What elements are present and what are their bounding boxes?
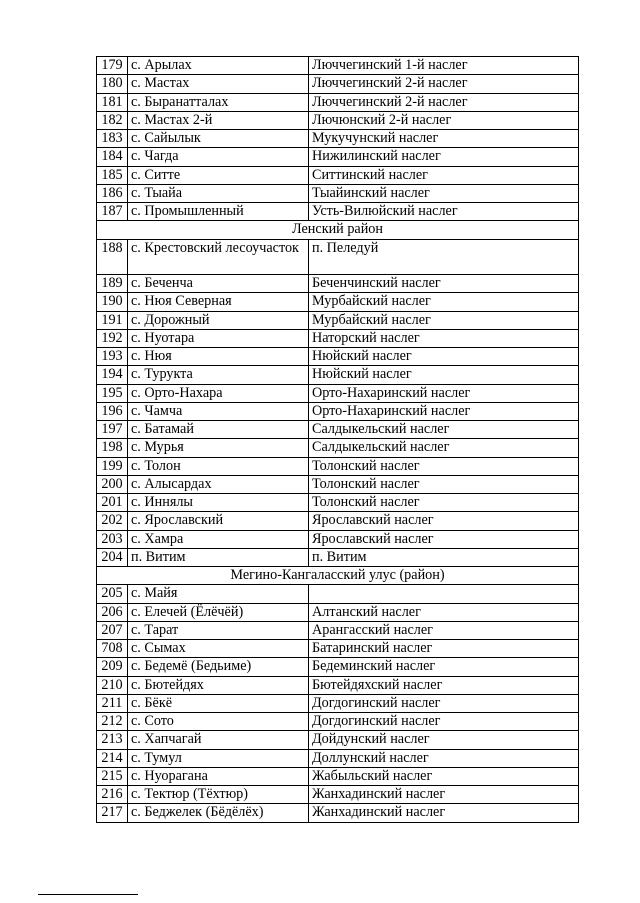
nasleg-cell: Люччегинский 2-й наслег xyxy=(309,75,579,93)
row-number: 182 xyxy=(97,111,128,129)
settlement-cell: с. Мастах xyxy=(128,75,309,93)
settlement-cell: с. Дорожный xyxy=(128,311,309,329)
table-row xyxy=(97,93,579,111)
nasleg-cell: Люччегинский 2-й наслег xyxy=(309,93,579,111)
table-row xyxy=(97,439,579,457)
settlement-cell: с. Иннялы xyxy=(128,494,309,512)
section-header-row xyxy=(97,567,579,585)
settlements-table-body xyxy=(97,57,579,823)
section-title: Ленский район xyxy=(97,221,579,239)
settlement-cell: с. Тектюр (Тёхтюр) xyxy=(128,786,309,804)
table-row xyxy=(97,329,579,347)
settlement-cell: с. Бедемё (Бедьиме) xyxy=(128,658,309,676)
settlement-cell: с. Сото xyxy=(128,713,309,731)
table-row xyxy=(97,130,579,148)
nasleg-cell: Арангасский наслег xyxy=(309,621,579,639)
table-row xyxy=(97,384,579,402)
section-title: Мегино-Кангаласский улус (район) xyxy=(97,567,579,585)
nasleg-cell: Мурбайский наслег xyxy=(309,311,579,329)
nasleg-cell: п. Витим xyxy=(309,548,579,566)
settlement-cell: с. Елечей (Ёлёчёй) xyxy=(128,603,309,621)
row-number: 193 xyxy=(97,348,128,366)
nasleg-cell: Толонский наслег xyxy=(309,494,579,512)
row-number: 217 xyxy=(97,804,128,822)
row-number: 215 xyxy=(97,767,128,785)
row-number: 181 xyxy=(97,93,128,111)
settlement-cell: с. Толон xyxy=(128,457,309,475)
nasleg-cell: Нюйский наслег xyxy=(309,348,579,366)
row-number: 216 xyxy=(97,786,128,804)
settlement-cell: с. Чамча xyxy=(128,402,309,420)
row-number: 197 xyxy=(97,421,128,439)
settlement-cell: с. Хапчагай xyxy=(128,731,309,749)
table-row xyxy=(97,166,579,184)
settlement-cell: с. Крестовский лесоучасток xyxy=(128,239,309,275)
nasleg-cell: Жанхадинский наслег xyxy=(309,804,579,822)
table-row xyxy=(97,293,579,311)
table-row xyxy=(97,603,579,621)
nasleg-cell: п. Пеледуй xyxy=(309,239,579,275)
nasleg-cell: Жабыльский наслег xyxy=(309,767,579,785)
table-row xyxy=(97,475,579,493)
nasleg-cell: Тыайинский наслег xyxy=(309,184,579,202)
settlement-cell: с. Тыайа xyxy=(128,184,309,202)
settlement-cell: с. Чагда xyxy=(128,148,309,166)
row-number: 185 xyxy=(97,166,128,184)
settlement-cell: с. Беченча xyxy=(128,275,309,293)
nasleg-cell: Нюйский наслег xyxy=(309,366,579,384)
table-row xyxy=(97,203,579,221)
table-row xyxy=(97,640,579,658)
row-number: 184 xyxy=(97,148,128,166)
section-header-row xyxy=(97,221,579,239)
table-row xyxy=(97,658,579,676)
settlement-cell: с. Тумул xyxy=(128,749,309,767)
row-number: 198 xyxy=(97,439,128,457)
table-row xyxy=(97,75,579,93)
nasleg-cell: Толонский наслег xyxy=(309,457,579,475)
nasleg-cell: Батаринский наслег xyxy=(309,640,579,658)
settlement-cell: с. Батамай xyxy=(128,421,309,439)
row-number: 189 xyxy=(97,275,128,293)
table-row xyxy=(97,548,579,566)
nasleg-cell: Дойдунский наслег xyxy=(309,731,579,749)
table-row xyxy=(97,676,579,694)
row-number: 183 xyxy=(97,130,128,148)
nasleg-cell: Орто-Нахаринский наслег xyxy=(309,402,579,420)
table-row xyxy=(97,311,579,329)
table-row xyxy=(97,585,579,603)
nasleg-cell: Лючюнский 2-й наслег xyxy=(309,111,579,129)
row-number: 180 xyxy=(97,75,128,93)
settlement-cell: с. Майя xyxy=(128,585,309,603)
row-number: 207 xyxy=(97,621,128,639)
nasleg-cell: Доллунский наслег xyxy=(309,749,579,767)
table-row xyxy=(97,421,579,439)
settlement-cell: с. Нуотара xyxy=(128,329,309,347)
footnote-separator-line xyxy=(38,894,138,895)
table-row xyxy=(97,786,579,804)
nasleg-cell: Ярославский наслег xyxy=(309,512,579,530)
settlement-cell: с. Турукта xyxy=(128,366,309,384)
table-row xyxy=(97,512,579,530)
row-number: 190 xyxy=(97,293,128,311)
table-row xyxy=(97,239,579,275)
table-row xyxy=(97,366,579,384)
table-row xyxy=(97,275,579,293)
row-number: 204 xyxy=(97,548,128,566)
table-row xyxy=(97,804,579,822)
nasleg-cell: Ярославский наслег xyxy=(309,530,579,548)
row-number: 203 xyxy=(97,530,128,548)
row-number: 214 xyxy=(97,749,128,767)
row-number: 213 xyxy=(97,731,128,749)
row-number: 205 xyxy=(97,585,128,603)
settlement-cell: с. Орто-Нахара xyxy=(128,384,309,402)
row-number: 186 xyxy=(97,184,128,202)
settlement-cell: с. Ярославский xyxy=(128,512,309,530)
settlement-cell: с. Ситте xyxy=(128,166,309,184)
row-number: 194 xyxy=(97,366,128,384)
nasleg-cell: Бедеминский наслег xyxy=(309,658,579,676)
settlement-cell: с. Нуорагана xyxy=(128,767,309,785)
table-row xyxy=(97,57,579,75)
table-row xyxy=(97,621,579,639)
settlement-cell: с. Алысардах xyxy=(128,475,309,493)
row-number: 209 xyxy=(97,658,128,676)
nasleg-cell: Беченчинский наслег xyxy=(309,275,579,293)
settlements-table xyxy=(96,56,579,823)
nasleg-cell: Салдыкельский наслег xyxy=(309,439,579,457)
settlement-cell: с. Сайылык xyxy=(128,130,309,148)
row-number: 187 xyxy=(97,203,128,221)
nasleg-cell: Мурбайский наслег xyxy=(309,293,579,311)
table-row xyxy=(97,402,579,420)
nasleg-cell: Наторский наслег xyxy=(309,329,579,347)
row-number: 196 xyxy=(97,402,128,420)
row-number: 211 xyxy=(97,694,128,712)
settlement-cell: с. Мурья xyxy=(128,439,309,457)
settlement-cell: п. Витим xyxy=(128,548,309,566)
settlement-cell: с. Промышленный xyxy=(128,203,309,221)
table-row xyxy=(97,494,579,512)
row-number: 195 xyxy=(97,384,128,402)
settlement-cell: с. Нюя Северная xyxy=(128,293,309,311)
row-number: 212 xyxy=(97,713,128,731)
table-row xyxy=(97,348,579,366)
settlement-cell: с. Арылах xyxy=(128,57,309,75)
table-row xyxy=(97,694,579,712)
settlement-cell: с. Беджелек (Бёдёлёх) xyxy=(128,804,309,822)
row-number: 206 xyxy=(97,603,128,621)
table-row xyxy=(97,767,579,785)
nasleg-cell: Толонский наслег xyxy=(309,475,579,493)
settlement-cell: с. Сымах xyxy=(128,640,309,658)
nasleg-cell: Усть-Вилюйский наслег xyxy=(309,203,579,221)
table-row xyxy=(97,530,579,548)
nasleg-cell: Догдогинский наслег xyxy=(309,694,579,712)
settlement-cell: с. Нюя xyxy=(128,348,309,366)
settlement-cell: с. Мастах 2-й xyxy=(128,111,309,129)
nasleg-cell xyxy=(309,585,579,603)
table-row xyxy=(97,184,579,202)
nasleg-cell: Догдогинский наслег xyxy=(309,713,579,731)
settlement-cell: с. Бёкё xyxy=(128,694,309,712)
nasleg-cell: Алтанский наслег xyxy=(309,603,579,621)
table-row xyxy=(97,731,579,749)
table-row xyxy=(97,749,579,767)
nasleg-cell: Жанхадинский наслег xyxy=(309,786,579,804)
settlement-cell: с. Тарат xyxy=(128,621,309,639)
nasleg-cell: Салдыкельский наслег xyxy=(309,421,579,439)
row-number: 708 xyxy=(97,640,128,658)
row-number: 201 xyxy=(97,494,128,512)
table-row xyxy=(97,148,579,166)
row-number: 188 xyxy=(97,239,128,275)
nasleg-cell: Бютейдяхский наслег xyxy=(309,676,579,694)
row-number: 192 xyxy=(97,329,128,347)
row-number: 191 xyxy=(97,311,128,329)
table-row xyxy=(97,457,579,475)
settlement-cell: с. Бютейдях xyxy=(128,676,309,694)
settlement-cell: с. Быранатталах xyxy=(128,93,309,111)
nasleg-cell: Нижилинский наслег xyxy=(309,148,579,166)
nasleg-cell: Люччегинский 1-й наслег xyxy=(309,57,579,75)
row-number: 199 xyxy=(97,457,128,475)
nasleg-cell: Мукучунский наслег xyxy=(309,130,579,148)
row-number: 202 xyxy=(97,512,128,530)
row-number: 200 xyxy=(97,475,128,493)
table-row xyxy=(97,111,579,129)
nasleg-cell: Ситтинский наслег xyxy=(309,166,579,184)
nasleg-cell: Орто-Нахаринский наслег xyxy=(309,384,579,402)
row-number: 210 xyxy=(97,676,128,694)
table-row xyxy=(97,713,579,731)
row-number: 179 xyxy=(97,57,128,75)
settlement-cell: с. Хамра xyxy=(128,530,309,548)
